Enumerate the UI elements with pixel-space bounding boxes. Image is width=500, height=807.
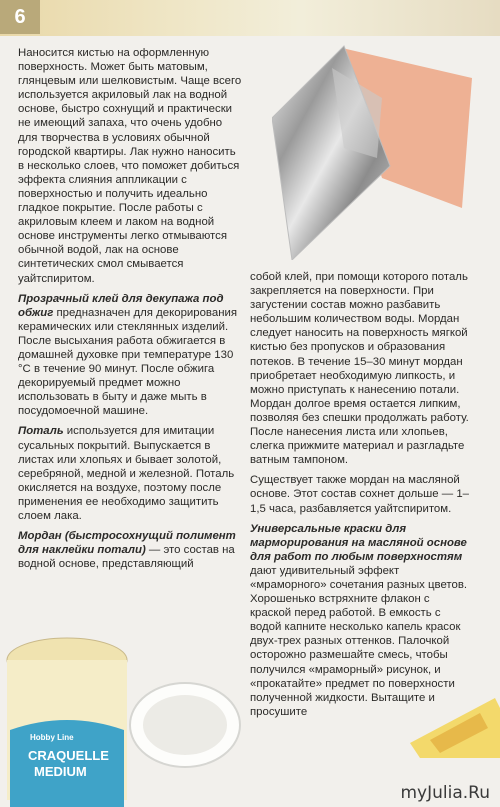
jar-brand: Hobby Line — [30, 733, 74, 742]
potal-text: используется для имитации сусальных покрытий. Выпускается в листах или хлопьях и бывает золотой, серебряной, медной и железной. Поталь окисляется на воздухе, поэтому после применения ее необходимо защитить слоем лака. — [18, 425, 235, 522]
paragraph-mordan-cont: собой клей, при помощи которого поталь закрепляется на поверхности. При загустении состав можно разбавить небольшим количеством воды. Мордан следует наносить на поверхность мягкой кистью без пропусков и образования потеков. В течение 15–30 минут мордан приобретает необходимую липкость, и можно приступать к нанесению потали. Мордан долгое время остается липким, позволяя без спешки продолжать работу. После нанесения листа или хлопьев, слегка прижмите материал и разгладьте ватным тампоном. — [250, 271, 469, 467]
paragraph-mordan — [18, 529, 244, 571]
term-glue: Прозрачный клей для декупажа под обжиг — [18, 292, 224, 319]
paragraph-potal — [18, 424, 244, 523]
craquelle-jar-image — [0, 620, 135, 807]
paragraph-glue — [18, 292, 244, 419]
mordan-text: — это состав на водной основе, представляющий — [18, 544, 235, 571]
paragraph-varnish: Наносится кистью на оформленную поверхность. Может быть матовым, глянцевым или шелковистым. Чаще всего используется акриловый лак на водной основе, быстро сохнущий и практически не имеющий запаха, что очень удобно для творчества в условиях обычной городской квартиры. Лак нужно наносить в несколько слоев, что поможет добиться эффекта слияния аппликации с поверхностью и получить идеально гладкое покрытие. После работы с акриловым клеем и лаком на водной основе инструменты легко отмываются обычной водой, лак на основе синтетических смол смывается уайтспиритом. — [18, 47, 242, 285]
left-column — [18, 46, 244, 577]
term-mordan: Мордан (быстросохнущий полимент для наклейки потали) — [18, 530, 236, 557]
silver-foil-image — [272, 38, 477, 260]
jar-lid-image — [125, 670, 245, 780]
glue-text: предназначен для декорирования керамических или стеклянных изделий. После высыхания работа обжигается в домашней духовке при температуре 130 °С в течение 90 минут. После обжига декорируемый предмет можно использовать в быту и даже мыть в посудомоечной машине. — [18, 306, 238, 418]
watermark-logo: myJulia.Ru — [400, 783, 490, 803]
jar-label-line2: MEDIUM — [34, 764, 87, 779]
term-potal: Поталь — [18, 425, 64, 438]
jar-label-line1: CRAQUELLE — [28, 748, 109, 763]
marbling-text: дают удивительный эффект «мраморного» сочетания разных цветов. Хорошенько встряхните флакон с краской перед работой. В емкость с водой капните несколько капель красок двух-трех разных оттенков. Палочкой осторожно размешайте смесь, чтобы получился «мраморный» рисунок, и «прокатайте» предмет по поверхности полученной жидкости. Вытащите и просушите — [250, 564, 468, 718]
paragraph-oil-mordan: Существует также мордан на масляной основе. Этот состав сохнет дольше — 1–1,5 часа, разбавляется уайтспиритом. — [250, 474, 470, 515]
page-number: 6 — [0, 0, 40, 34]
right-column — [250, 270, 472, 725]
paint-tube-image — [400, 688, 500, 758]
term-marbling: Универсальные краски для марморирования на масляной основе для работ по любым поверхностям — [250, 522, 467, 563]
header-band — [0, 0, 500, 36]
